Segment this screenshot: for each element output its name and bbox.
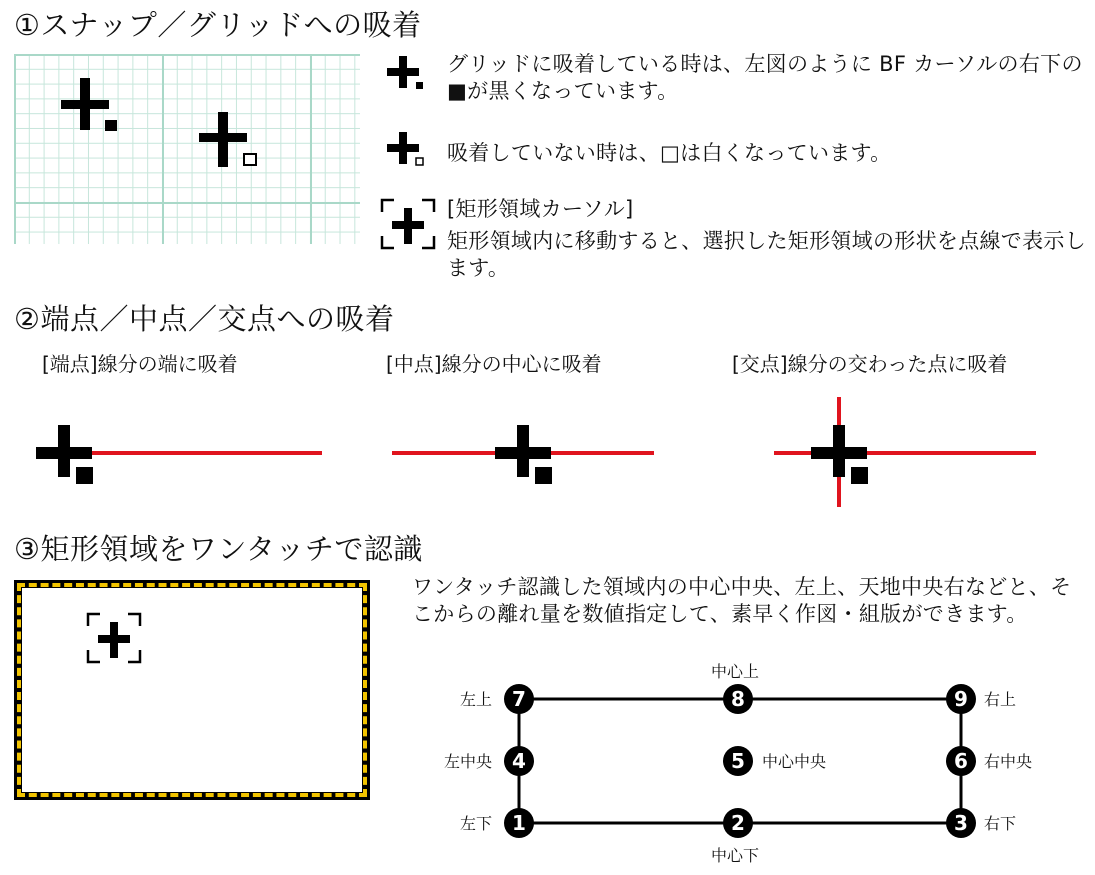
label-bottom-center: 中心下	[711, 846, 760, 865]
crosshair-snapped-icon	[384, 54, 428, 94]
point-4-icon: 4	[504, 746, 534, 776]
point-8-icon: 8	[723, 684, 753, 714]
label-middle-right: 右中央	[984, 752, 1033, 771]
endpoint-label: [端点]線分の端に吸着	[42, 352, 238, 376]
rect-region-frame	[14, 580, 370, 800]
label-bottom-right: 右下	[984, 814, 1017, 833]
label-center: 中心中央	[762, 752, 827, 771]
crosshair-snapped-icon	[811, 425, 868, 484]
nosnap-description: 吸着していない時は、□は白くなっています。	[447, 141, 892, 165]
rect-cursor-title: [矩形領域カーソル]	[447, 197, 634, 221]
point-3-icon: 3	[946, 808, 976, 838]
point-5-icon: 5	[723, 746, 753, 776]
snap-description: グリッドに吸着している時は、左図のように BF カーソルの右下の■が黒くなっています。	[447, 52, 1083, 103]
section3-heading: ③矩形領域をワンタッチで認識	[14, 532, 423, 566]
label-top-left: 左上	[460, 690, 493, 709]
section2-heading: ②端点／中点／交点への吸着	[14, 302, 395, 336]
point-1-icon: 1	[504, 808, 534, 838]
label-top-right: 右上	[984, 690, 1017, 709]
grid-cursors	[14, 54, 360, 244]
section3-description: ワンタッチ認識した領域内の中心中央、左上、天地中央右などと、そこからの離れ量を数値指定して、素早く作図・組版ができます。	[412, 575, 1072, 626]
crosshair-unsnapped-icon	[384, 130, 428, 170]
grid-illustration	[14, 54, 360, 244]
crosshair-snapped-icon	[36, 425, 93, 484]
point-2-icon: 2	[723, 808, 753, 838]
rect-region-cursor-icon	[84, 610, 144, 668]
point-6-icon: 6	[946, 746, 976, 776]
endpoint-diagram	[20, 395, 340, 505]
point-7-icon: 7	[504, 684, 534, 714]
crosshair-snapped-icon	[61, 78, 117, 131]
crosshair-snapped-icon	[495, 425, 552, 484]
midpoint-diagram	[380, 395, 670, 505]
section1-heading: ①スナップ／グリッドへの吸着	[14, 8, 422, 42]
rect-region-cursor-icon	[378, 196, 438, 254]
intersection-label: [交点]線分の交わった点に吸着	[732, 352, 1008, 376]
point-9-icon: 9	[946, 684, 976, 714]
intersection-diagram	[760, 395, 1050, 510]
crosshair-unsnapped-icon	[199, 112, 256, 167]
label-middle-left: 左中央	[444, 752, 493, 771]
label-bottom-left: 左下	[460, 814, 493, 833]
midpoint-label: [中点]線分の中心に吸着	[386, 352, 602, 376]
rect-cursor-description: 矩形領域内に移動すると、選択した矩形領域の形状を点線で表示します。	[447, 229, 1086, 280]
label-top-center: 中心上	[711, 662, 760, 681]
